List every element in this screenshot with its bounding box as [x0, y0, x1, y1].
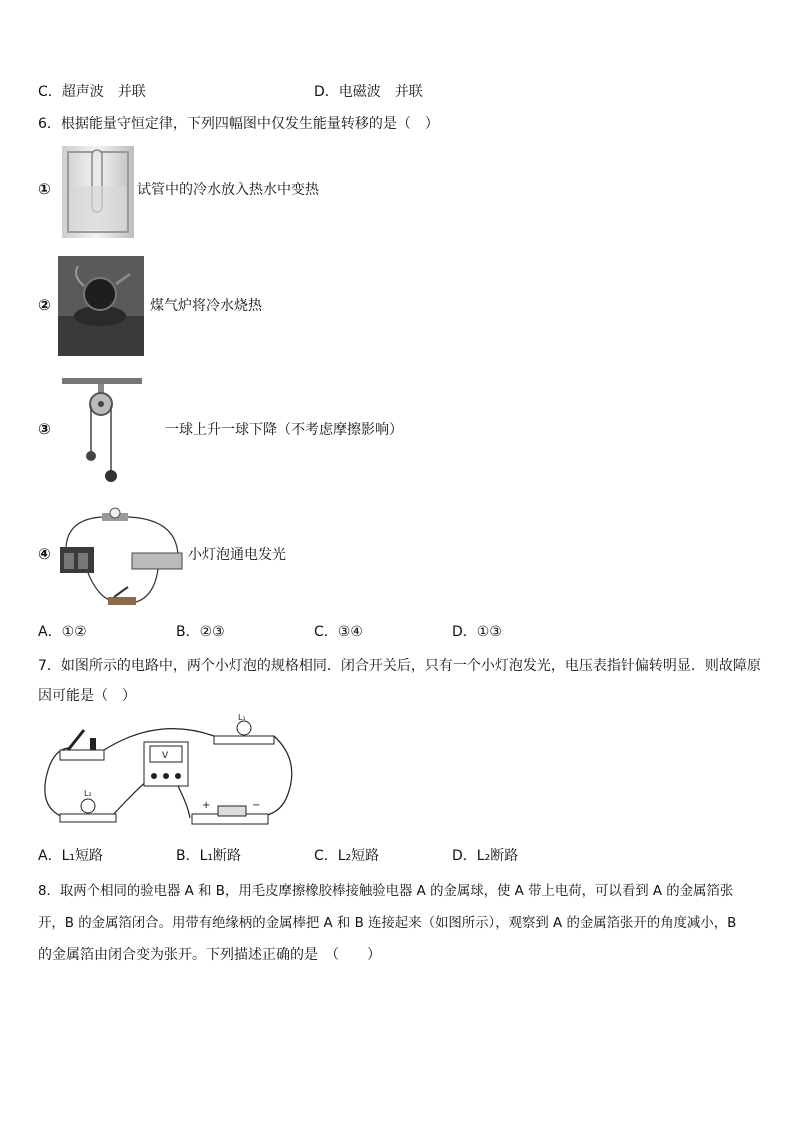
voltmeter-symbol: V [162, 751, 169, 761]
q6-item1-number: ① [38, 180, 51, 198]
battery-minus-sign: − [252, 800, 261, 811]
battery-bulb-switch-circuit-image [58, 505, 186, 613]
q6-item2-number: ② [38, 296, 51, 314]
q8-stem-line3: 的金属箔由闭合变为张开。下列描述正确的是 （ ） [38, 947, 381, 963]
q8-stem-line2: 开，B 的金属箔闭合。用带有绝缘柄的金属棒把 A 和 B 连接起来（如图所示），观察到 A 的金属箔张开的角度减小，B [38, 916, 737, 931]
q7-stem-line2: 因可能是（ ） [38, 688, 136, 704]
q7-option-c: C．L₂短路 [314, 848, 380, 864]
q6-option-b: B．②③ [176, 624, 225, 640]
q6-stem: 6．根据能量守恒定律，下列四幅图中仅发生能量转移的是（ ） [38, 116, 439, 132]
l2-label: L₂ [84, 789, 92, 798]
q8-stem-line1: 8．取两个相同的验电器 A 和 B，用毛皮摩擦橡胶棒接触验电器 A 的金属球，使 A 带上电荷，可以看到 A 的金属箔张 [38, 884, 734, 899]
gas-stove-kettle-photo [58, 256, 144, 356]
q6-item1-caption: 试管中的冷水放入热水中变热 [137, 182, 319, 198]
q5-option-c: C．超声波 并联 [38, 84, 146, 100]
q6-option-c: C．③④ [314, 624, 363, 640]
q7-stem-line1: 7．如图所示的电路中，两个小灯泡的规格相同．闭合开关后，只有一个小灯泡发光，电压表指针偏转明显．则故障原 [38, 658, 761, 674]
q6-item4-caption: 小灯泡通电发光 [188, 547, 286, 563]
q7-option-d: D．L₂断路 [452, 848, 519, 864]
battery-plus-sign: + [202, 800, 211, 811]
l1-label: L₁ [238, 713, 246, 722]
q5-option-d: D．电磁波 并联 [314, 84, 423, 100]
q6-item3-number: ③ [38, 420, 51, 438]
q6-item4-number: ④ [38, 545, 51, 563]
pulley-with-two-balls-image [62, 378, 142, 486]
q6-item3-caption: 一球上升一球下降（不考虑摩擦影响） [165, 422, 403, 438]
q7-option-b: B．L₁断路 [176, 848, 242, 864]
q6-option-a: A．①② [38, 624, 87, 640]
q7-circuit-diagram [38, 710, 296, 832]
q6-option-d: D．①③ [452, 624, 502, 640]
test-tube-in-hot-water-photo [62, 146, 134, 238]
q7-option-a: A．L₁短路 [38, 848, 103, 864]
q6-item2-caption: 煤气炉将冷水烧热 [150, 298, 262, 314]
